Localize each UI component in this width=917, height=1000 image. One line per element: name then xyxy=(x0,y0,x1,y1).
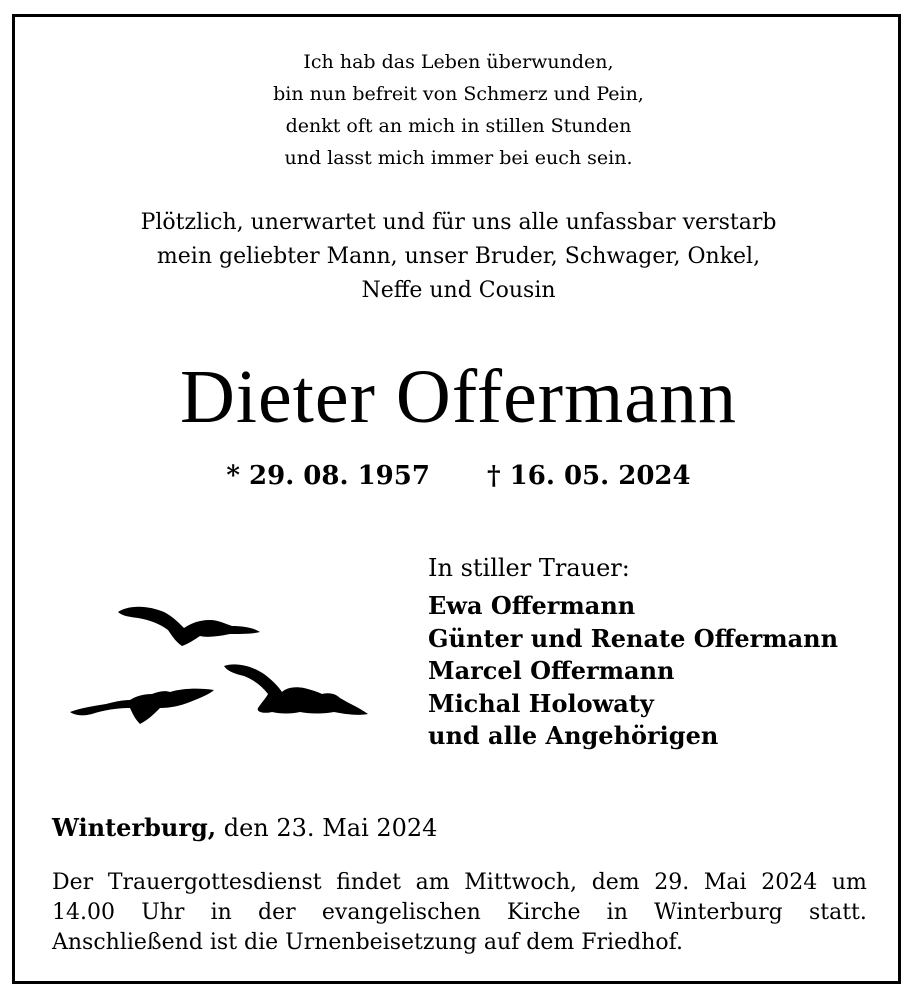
poem xyxy=(0,46,917,174)
service-word: Winterburg xyxy=(654,900,783,925)
birth-date: * 29. 08. 1957 xyxy=(226,461,430,491)
service-word: Mai xyxy=(703,870,747,895)
death-date: † 16. 05. 2024 xyxy=(487,461,691,491)
service-word: 14.00 xyxy=(52,900,115,925)
service-word: am xyxy=(415,870,450,895)
service-word: evangelischen xyxy=(321,900,481,925)
mourner-name: Günter und Renate Offermann xyxy=(428,623,839,653)
service-info xyxy=(52,868,867,958)
service-word: dem xyxy=(591,870,640,895)
service-word: um xyxy=(831,870,867,895)
mourner-name: Ewa Offermann xyxy=(428,591,636,620)
place-date-line xyxy=(52,810,437,846)
birds-silhouette-image xyxy=(60,596,380,736)
mourner-name: Michal Holowaty xyxy=(428,688,654,718)
mourner-name: Marcel Offermann xyxy=(428,656,675,685)
place-name: Winterburg, xyxy=(52,813,217,842)
poem-line: bin nun befreit von Schmerz und Pein, xyxy=(273,83,644,105)
service-word: 2024 xyxy=(761,870,818,895)
intro-text xyxy=(0,206,917,308)
service-word: Mittwoch, xyxy=(464,870,578,895)
service-word: 29. xyxy=(654,870,690,895)
service-word: Uhr xyxy=(141,900,185,925)
life-dates xyxy=(0,458,917,494)
poem-line: und lasst mich immer bei euch sein. xyxy=(284,147,633,169)
poem-line: Ich hab das Leben überwunden, xyxy=(303,51,614,73)
mourner-name: und alle Angehörigen xyxy=(428,721,719,750)
service-word: findet xyxy=(336,870,402,895)
service-line xyxy=(52,898,867,928)
service-word: Kirche xyxy=(506,900,581,925)
intro-line: mein geliebter Mann, unser Bruder, Schwager, Onkel, xyxy=(156,244,761,269)
service-word: statt. xyxy=(808,900,867,925)
mourning-heading: In stiller Trauer: xyxy=(428,554,630,582)
service-word: der xyxy=(258,900,296,925)
service-word: in xyxy=(606,900,628,925)
service-word: Der xyxy=(52,870,94,895)
service-line: Anschließend ist die Urnenbeisetzung auf dem Friedhof. xyxy=(52,930,683,955)
deceased-name: Dieter Offermann xyxy=(180,355,737,439)
poem-line: denkt oft an mich in stillen Stunden xyxy=(285,115,632,137)
intro-line: Neffe und Cousin xyxy=(361,278,556,303)
service-word: in xyxy=(210,900,232,925)
intro-line: Plötzlich, unerwartet und für uns alle unfassbar verstarb xyxy=(140,210,777,235)
service-word: Trauergottesdienst xyxy=(107,870,322,895)
notice-date: den 23. Mai 2024 xyxy=(216,814,438,842)
mourners-list xyxy=(428,590,838,753)
service-line xyxy=(52,868,867,898)
